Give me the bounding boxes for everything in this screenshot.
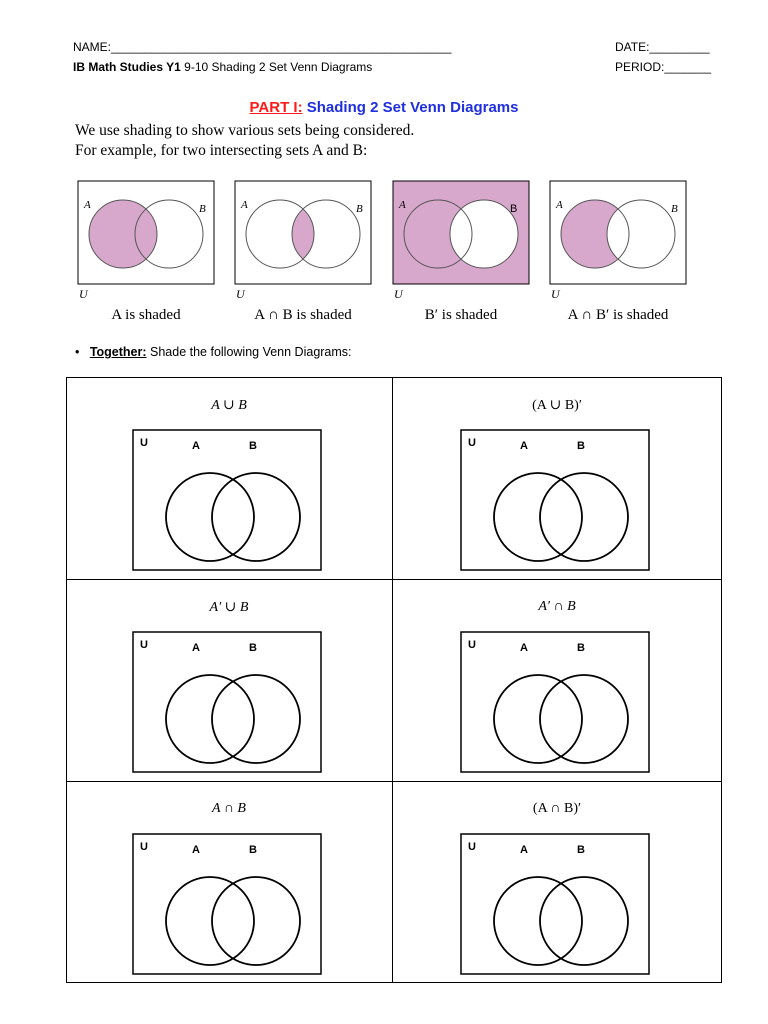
set-b-label: B bbox=[249, 440, 257, 452]
set-b-label: B bbox=[577, 642, 585, 654]
set-a-label: A bbox=[399, 199, 406, 211]
universe-label: U bbox=[236, 287, 245, 301]
together-lead: Together: bbox=[89, 345, 147, 359]
exercise-venn-1[interactable] bbox=[132, 429, 322, 571]
section-title: Shading 2 Set Venn Diagrams bbox=[306, 99, 519, 116]
universe-label: U bbox=[468, 639, 476, 651]
universe-label: U bbox=[140, 841, 148, 853]
set-b-label: B bbox=[510, 203, 518, 215]
example-venn-2 bbox=[234, 180, 372, 310]
set-a-label: A bbox=[556, 199, 563, 211]
set-b-label: B bbox=[249, 844, 257, 856]
set-b-label: B bbox=[577, 844, 585, 856]
exercise-venn-4[interactable] bbox=[460, 631, 650, 773]
exercise-label: A ∩ B bbox=[212, 801, 246, 816]
bullet-icon: • bbox=[75, 345, 80, 359]
set-b-label: B bbox=[671, 203, 678, 215]
set-a-label: A bbox=[520, 642, 528, 654]
exercise-label: A ∪ B bbox=[211, 398, 247, 413]
exercise-label: (A ∩ B)′ bbox=[532, 801, 582, 816]
set-b-label: B bbox=[577, 440, 585, 452]
universe-label: U bbox=[140, 437, 148, 449]
table-column-divider bbox=[392, 377, 393, 983]
example-caption: B′ is shaded bbox=[424, 307, 498, 323]
example-venn-3 bbox=[392, 180, 530, 310]
universe-label: U bbox=[140, 639, 148, 651]
universe-label: U bbox=[468, 437, 476, 449]
universe-label: U bbox=[468, 841, 476, 853]
example-venn-1 bbox=[77, 180, 215, 310]
period-field: PERIOD:_______ bbox=[615, 60, 712, 74]
intro-text bbox=[75, 121, 414, 161]
part-label: PART I: bbox=[249, 99, 303, 116]
universe-label: U bbox=[551, 287, 560, 301]
table-row-divider bbox=[66, 579, 722, 580]
example-caption: A ∩ B is shaded bbox=[254, 307, 352, 323]
exercise-label: A′ ∩ B bbox=[538, 599, 576, 614]
course-title: IB Math Studies Y1 bbox=[73, 60, 181, 74]
name-field: NAME:___________________________________________________ bbox=[73, 40, 452, 54]
set-a-label: A bbox=[192, 844, 200, 856]
universe-label: U bbox=[394, 287, 403, 301]
set-a-label: A bbox=[192, 440, 200, 452]
exercise-venn-3[interactable] bbox=[132, 631, 322, 773]
together-text: Shade the following Venn Diagrams: bbox=[146, 345, 352, 359]
example-venn-4 bbox=[549, 180, 687, 310]
set-a-label: A bbox=[84, 199, 91, 211]
exercise-label: (A ∪ B)′ bbox=[532, 398, 582, 413]
set-b-label: B bbox=[199, 203, 206, 215]
universe-label: U bbox=[79, 287, 88, 301]
set-a-label: A bbox=[520, 844, 528, 856]
exercise-venn-5[interactable] bbox=[132, 833, 322, 975]
intro-line-2: For example, for two intersecting sets A and B: bbox=[75, 142, 368, 159]
table-row-divider bbox=[66, 781, 722, 782]
exercise-venn-6[interactable] bbox=[460, 833, 650, 975]
set-a-label: A bbox=[520, 440, 528, 452]
set-b-label: B bbox=[356, 203, 363, 215]
set-a-label: A bbox=[192, 642, 200, 654]
intro-line-1: We use shading to show various sets being considered. bbox=[75, 122, 415, 139]
example-caption: A ∩ B′ is shaded bbox=[567, 307, 669, 323]
course-line bbox=[73, 60, 372, 74]
page-title bbox=[0, 99, 768, 116]
example-caption: A is shaded bbox=[111, 307, 181, 323]
exercise-label: A′ ∪ B bbox=[209, 600, 249, 615]
exercise-venn-2[interactable] bbox=[460, 429, 650, 571]
set-b-label: B bbox=[249, 642, 257, 654]
set-a-label: A bbox=[241, 199, 248, 211]
worksheet-title: 9-10 Shading 2 Set Venn Diagrams bbox=[180, 60, 373, 74]
date-field: DATE:_________ bbox=[615, 40, 710, 54]
together-instruction bbox=[75, 345, 352, 359]
